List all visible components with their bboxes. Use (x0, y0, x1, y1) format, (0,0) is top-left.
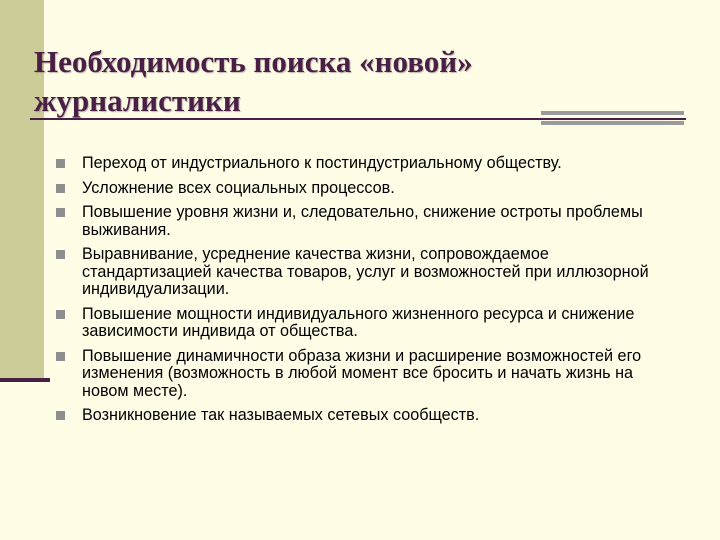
square-bullet-icon (56, 184, 65, 193)
bullet-item (56, 407, 666, 425)
bullet-text: Усложнение всех социальных процессов. (82, 178, 395, 197)
title-accent-grey-bottom (541, 121, 684, 125)
square-bullet-icon (56, 208, 65, 217)
bullet-item (56, 155, 666, 173)
bullet-item (56, 246, 666, 299)
slide-title: Необходимость поиска «новой» журналистики (34, 44, 473, 118)
bullet-text: Повышение мощности индивидуального жизненного ресурса и снижение зависимости индивида от общества. (82, 304, 635, 340)
bullet-text: Переход от индустриального к постиндустриальному обществу. (82, 154, 562, 172)
square-bullet-icon (56, 352, 65, 361)
bullet-list (56, 155, 666, 432)
square-bullet-icon (56, 159, 65, 168)
bullet-item (56, 180, 666, 198)
bullet-text: Возникновение так называемых сетевых сообществ. (82, 406, 480, 424)
bullet-item (56, 204, 666, 239)
bullet-item (56, 306, 666, 341)
bullet-text: Повышение динамичности образа жизни и расширение возможностей его изменения (возможность в любой момент все бросить и начать жизнь на новом месте). (82, 346, 642, 400)
bullet-text: Повышение уровня жизни и, следовательно, снижение остроты проблемы выживания. (82, 203, 643, 239)
title-underline (30, 118, 686, 120)
square-bullet-icon (56, 411, 65, 420)
square-bullet-icon (56, 310, 65, 319)
square-bullet-icon (56, 250, 65, 259)
side-decor-bar-edge (0, 378, 50, 382)
title-accent-grey-top (541, 111, 684, 115)
bullet-text: Выравнивание, усреднение качества жизни, сопровождаемое стандартизацией качества товаров, услуг и возможностей при иллюзорной индивидуализации. (82, 245, 649, 298)
bullet-item (56, 348, 666, 401)
